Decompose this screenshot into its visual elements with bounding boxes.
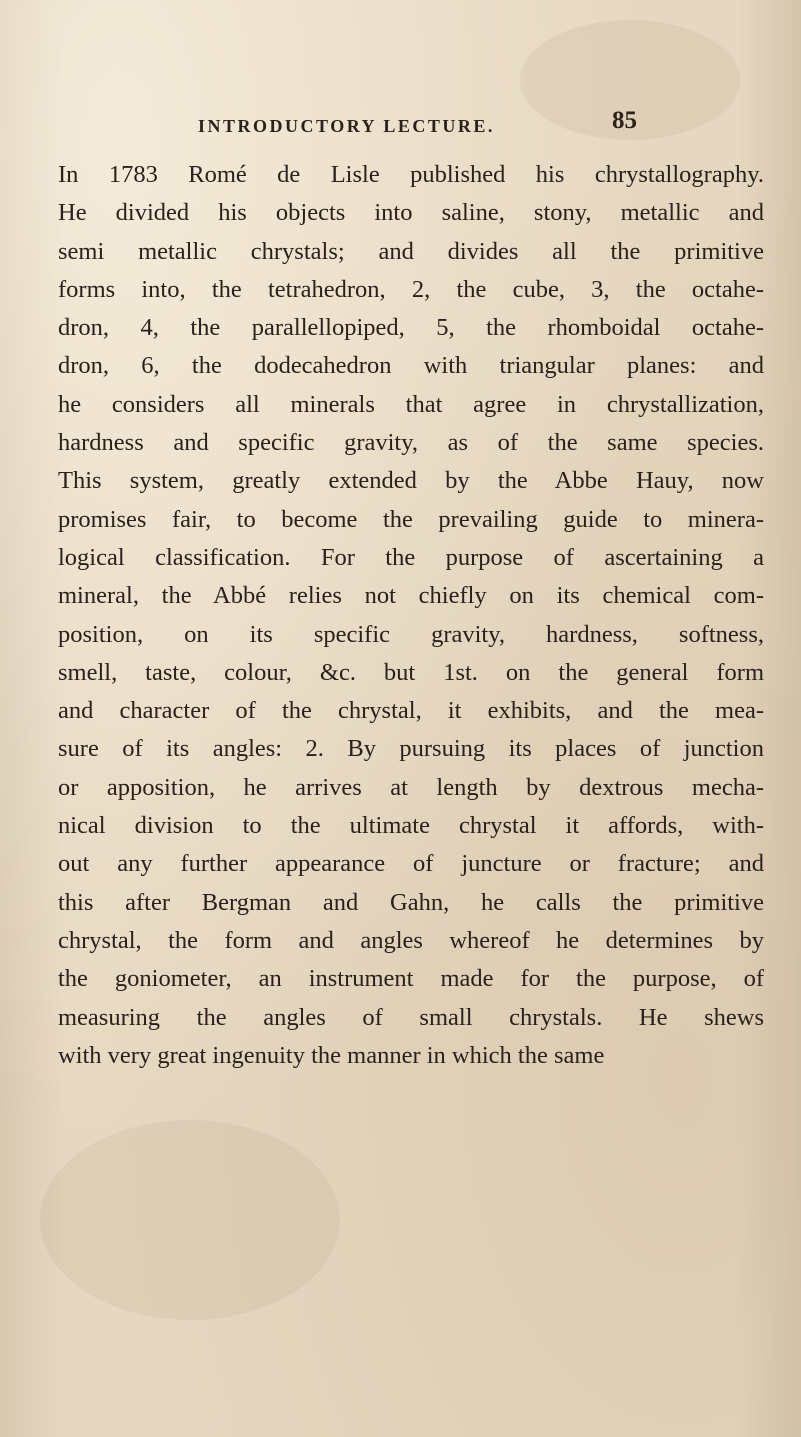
text-line: the goniometer, an instrument made for the purpose, of (58, 965, 764, 993)
text-line: this after Bergman and Gahn, he calls the primitive (58, 888, 764, 916)
text-line: nical division to the ultimate chrystal it affords, with- (58, 812, 764, 840)
text-line: logical classification. For the purpose of ascertaining a (58, 543, 764, 571)
text-line: or apposition, he arrives at length by dextrous mecha- (58, 773, 764, 801)
running-head-title: INTRODUCTORY LECTURE. (198, 116, 495, 136)
text-line: In 1783 Romé de Lisle published his chrystallography. (58, 161, 764, 188)
text-line: dron, 4, the parallellopiped, 5, the rhomboidal octahe- (58, 314, 764, 342)
text-line: measuring the angles of small chrystals. He shews (58, 1003, 764, 1031)
text-line: out any further appearance of juncture or fracture; and (58, 850, 764, 878)
body-text (58, 156, 764, 1075)
text-line: mineral, the Abbé relies not chiefly on its chemical com- (58, 582, 764, 610)
text-line: smell, taste, colour, &c. but 1st. on the general form (58, 658, 764, 686)
text-line: sure of its angles: 2. By pursuing its places of junction (58, 735, 764, 763)
paper-stain (40, 1120, 340, 1320)
text-line: forms into, the tetrahedron, 2, the cube, 3, the octahe- (58, 275, 764, 303)
text-line: he considers all minerals that agree in chrystallization, (58, 390, 764, 418)
text-line: chrystal, the form and angles whereof he determines by (58, 926, 764, 954)
text-line: with very great ingenuity the manner in which the same (58, 1041, 605, 1069)
text-line: position, on its specific gravity, hardness, softness, (58, 620, 764, 648)
text-line: and character of the chrystal, it exhibits, and the mea- (58, 697, 764, 725)
text-line: This system, greatly extended by the Abbe Hauy, now (58, 467, 764, 495)
text-line: promises fair, to become the prevailing guide to minera- (58, 505, 764, 533)
page-number: 85 (612, 107, 637, 134)
text-line: dron, 6, the dodecahedron with triangular planes: and (58, 352, 764, 380)
text-line: He divided his objects into saline, stony, metallic and (58, 199, 764, 227)
text-line: semi metallic chrystals; and divides all the primitive (58, 237, 764, 265)
text-line: hardness and specific gravity, as of the same species. (58, 429, 764, 457)
